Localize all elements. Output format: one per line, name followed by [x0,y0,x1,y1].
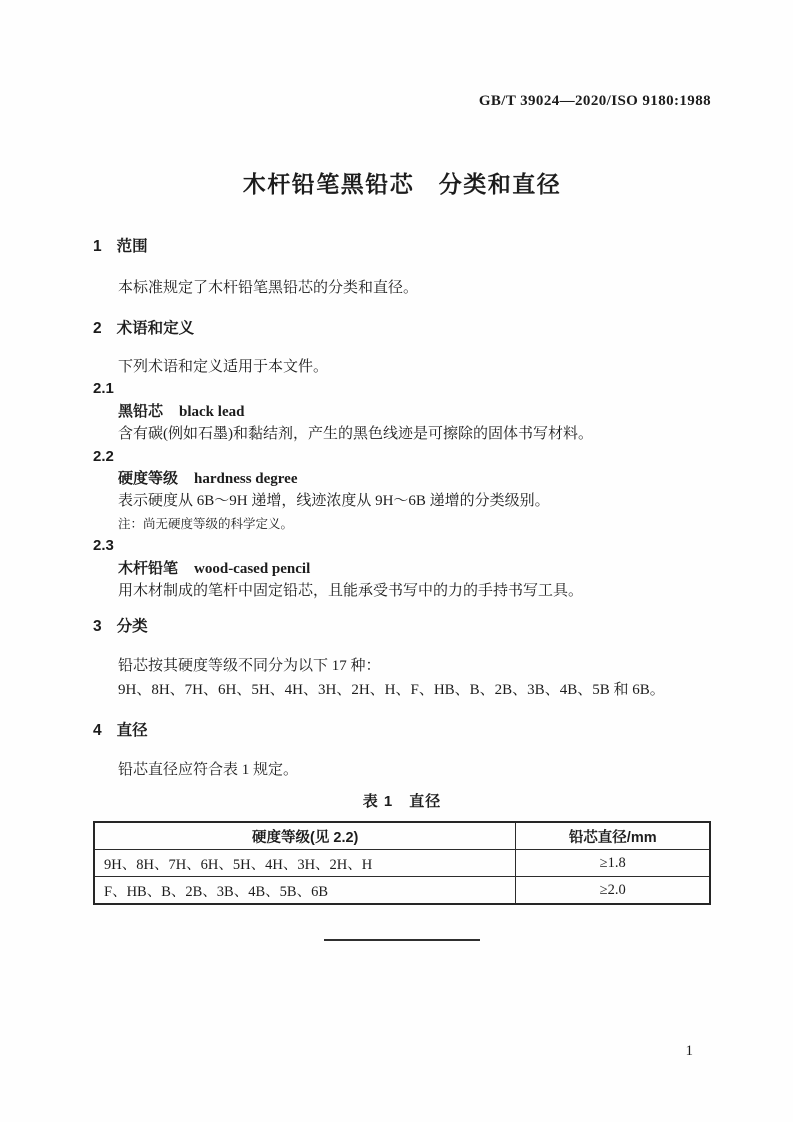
standard-reference: GB/T 39024—2020/ISO 9180:1988 [478,93,711,109]
classification-intro: 铅芯按其硬度等级不同分为以下 17 种： [118,658,381,675]
hardness-grades-b: F、HB、B、2B、3B、4B、5B、6B [94,877,516,905]
end-of-text-rule [324,939,480,941]
section-3-number: 3 [93,618,102,636]
term-2-2-en: hardness degree [194,470,298,487]
term-2-1-en: black lead [179,403,245,420]
section-4-heading [93,718,711,738]
section-3-title: 分类 [116,618,148,636]
term-2-3-en: wood-cased pencil [194,560,311,577]
section-2-title: 术语和定义 [116,320,195,337]
term-2-3-zh: 木杆铅笔 [118,559,179,577]
section-4-paragraph: 铅芯直径应符合表 1 规定。 [118,762,299,779]
table-row [94,877,710,905]
term-2-1-number: 2.1 [93,380,114,398]
table-1-caption: 表 1 直径 [362,793,442,811]
term-2-2-zh: 硬度等级 [118,469,179,487]
term-2-2-note: 注：尚无硬度等级的科学定义。 [118,516,294,531]
table-row [94,850,710,877]
term-2-1-zh: 黑铅芯 [118,402,164,420]
section-4-title: 直径 [116,722,148,740]
terms-intro: 下列术语和定义适用于本文件。 [118,359,329,375]
section-1-number: 1 [93,238,102,255]
hardness-grades-h: 9H、8H、7H、6H、5H、4H、3H、2H、H [94,850,516,877]
section-4-number: 4 [93,722,102,740]
term-2-1-definition: 含有碳(例如石墨)和黏结剂，产生的黑色线迹是可擦除的固体书写材料。 [118,426,593,443]
term-2-2-number: 2.2 [93,447,114,465]
section-3-heading [93,614,711,634]
diameter-table [93,821,711,905]
term-2-3-number: 2.3 [93,537,114,555]
term-2-2-definition: 表示硬度从 6B～9H 递增，线迹浓度从 9H～6B 递增的分类级别。 [118,493,550,510]
term-2-3-title [93,558,711,580]
term-2-3-definition: 用木材制成的笔杆中固定铅芯，且能承受书写中的力的手持书写工具。 [118,582,584,599]
page-number: 1 [685,1043,693,1059]
section-1-title: 范围 [116,238,148,255]
diameter-value-b: ≥2.0 [516,877,710,905]
term-2-1-title [93,401,711,423]
document-title: 木杆铅笔黑铅芯 分类和直径 [242,171,562,197]
table-header-diameter: 铅芯直径/mm [516,822,710,850]
classification-grades: 9H、8H、7H、6H、5H、4H、3H、2H、H、F、HB、B、2B、3B、4B、5B 和 6B。 [118,682,665,699]
term-2-2-title [93,468,711,490]
terms-block [93,356,711,602]
section-2-number: 2 [93,320,102,337]
section-1-heading [93,234,711,254]
section-1-paragraph: 本标准规定了木杆铅笔黑铅芯的分类和直径。 [118,280,419,296]
diameter-value-h: ≥1.8 [516,850,710,877]
table-header-hardness: 硬度等级(见 2.2) [94,822,516,850]
section-2-heading [93,316,711,336]
table-header-row [94,822,710,850]
